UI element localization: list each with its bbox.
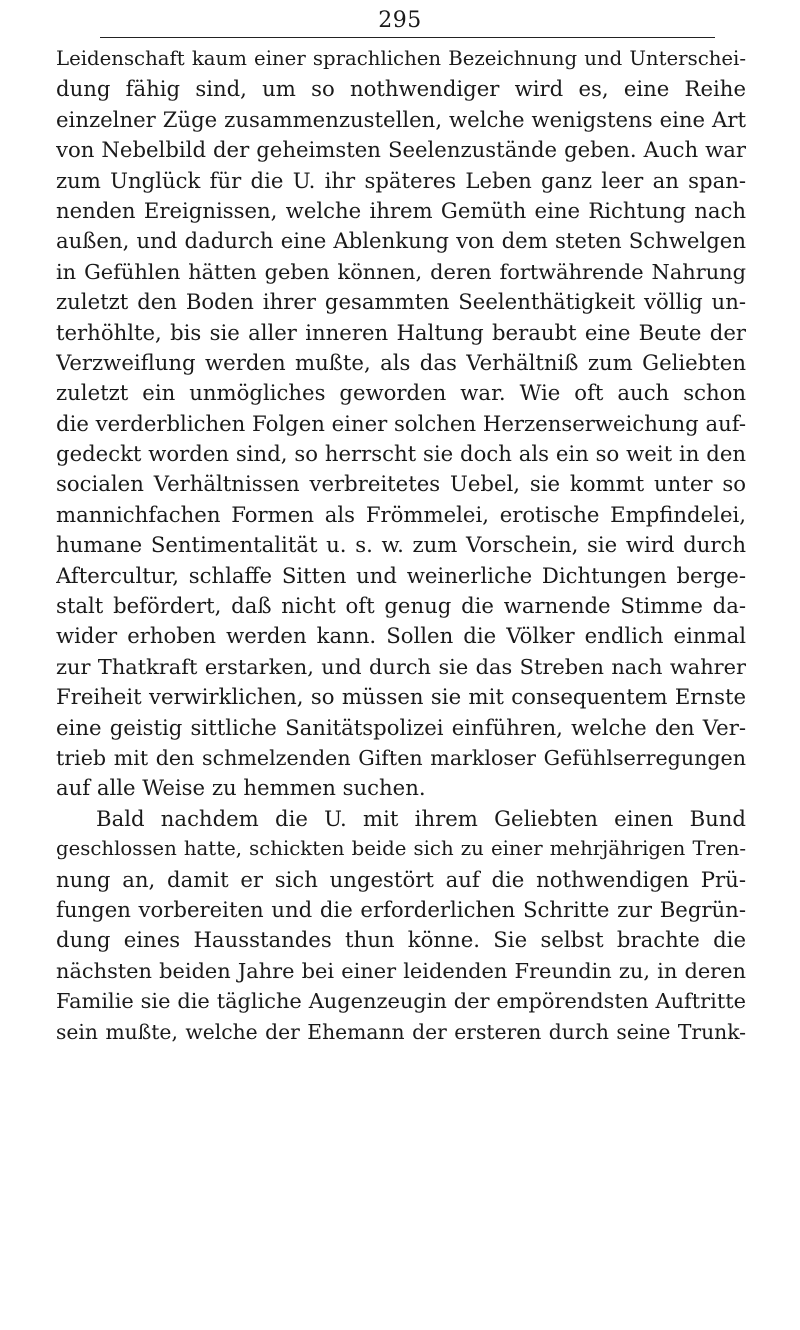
text-line: in Gefühlen hätten geben können, deren fortwährende Nahrung: [56, 259, 746, 284]
text-line: nenden Ereignissen, welche ihrem Gemüth eine Richtung nach: [56, 197, 746, 223]
text-line: zuletzt den Boden ihrer gesammten Seelenthätigkeit völlig un-: [56, 289, 746, 315]
text-line: mannichfachen Formen als Frömmelei, erotische Empfindelei,: [56, 501, 746, 527]
text-line: Leidenschaft kaum einer sprachlichen Bezeichnung und Unterschei-: [56, 47, 746, 70]
text-line: auf alle Weise zu hemmen suchen.: [56, 775, 426, 801]
text-line: von Nebelbild der geheimsten Seelenzustände geben. Auch war: [56, 137, 746, 163]
text-line: nung an, damit er sich ungestört auf die nothwendigen Prü-: [56, 866, 746, 892]
text-line: Familie sie die tägliche Augenzeugin der empörendsten Auftritte: [56, 989, 746, 1014]
page-number: 295: [378, 8, 422, 33]
text-line: zum Unglück für die U. ihr späteres Leben ganz leer an span-: [56, 167, 746, 193]
text-line: Bald nachdem die U. mit ihrem Geliebten einen Bund: [96, 805, 746, 831]
text-line: humane Sentimentalität u. s. w. zum Vorschein, sie wird durch: [56, 532, 746, 558]
text-line: einzelner Züge zusammenzustellen, welche wenigstens eine Art: [56, 106, 746, 132]
text-line: zuletzt ein unmögliches geworden war. Wie oft auch schon: [56, 380, 746, 406]
text-line: terhöhlte, bis sie aller inneren Haltung beraubt eine Beute der: [56, 319, 746, 345]
text-line: gedeckt worden sind, so herrscht sie doch als ein so weit in den: [56, 441, 746, 467]
text-line: außen, und dadurch eine Ablenkung von dem steten Schwelgen: [56, 228, 746, 254]
text-line: socialen Verhältnissen verbreitetes Uebel, sie kommt unter so: [56, 471, 746, 497]
text-line: dung fähig sind, um so nothwendiger wird es, eine Reihe: [56, 76, 746, 102]
header-rule: [100, 37, 715, 38]
text-line: Aftercultur, schlaffe Sitten und weinerliche Dichtungen berge-: [56, 562, 746, 588]
text-line: stalt befördert, daß nicht oft genug die warnende Stimme da-: [56, 593, 746, 619]
text-line: sein mußte, welche der Ehemann der ersteren durch seine Trunk-: [56, 1019, 746, 1044]
text-line: zur Thatkraft erstarken, und durch sie das Streben nach wahrer: [56, 654, 746, 679]
text-line: dung eines Hausstandes thun könne. Sie selbst brachte die: [56, 927, 746, 953]
text-line: fungen vorbereiten und die erforderlichen Schritte zur Begrün-: [56, 896, 746, 922]
body-text: [56, 44, 746, 1047]
text-line: Freiheit verwirklichen, so müssen sie mit consequentem Ernste: [56, 684, 746, 710]
text-line: Verzweiflung werden mußte, als das Verhältniß zum Geliebten: [56, 349, 746, 375]
text-line: eine geistig sittliche Sanitätspolizei einführen, welche den Ver-: [56, 714, 746, 740]
text-line: wider erhoben werden kann. Sollen die Völker endlich einmal: [56, 623, 746, 649]
text-line: die verderblichen Folgen einer solchen Herzenserweichung auf-: [56, 410, 746, 436]
text-line: nächsten beiden Jahre bei einer leidenden Freundin zu, in deren: [56, 958, 746, 983]
text-line: geschlossen hatte, schickten beide sich zu einer mehrjährigen Tren-: [56, 837, 746, 861]
text-line: trieb mit den schmelzenden Giften markloser Gefühlserregungen: [56, 745, 746, 770]
